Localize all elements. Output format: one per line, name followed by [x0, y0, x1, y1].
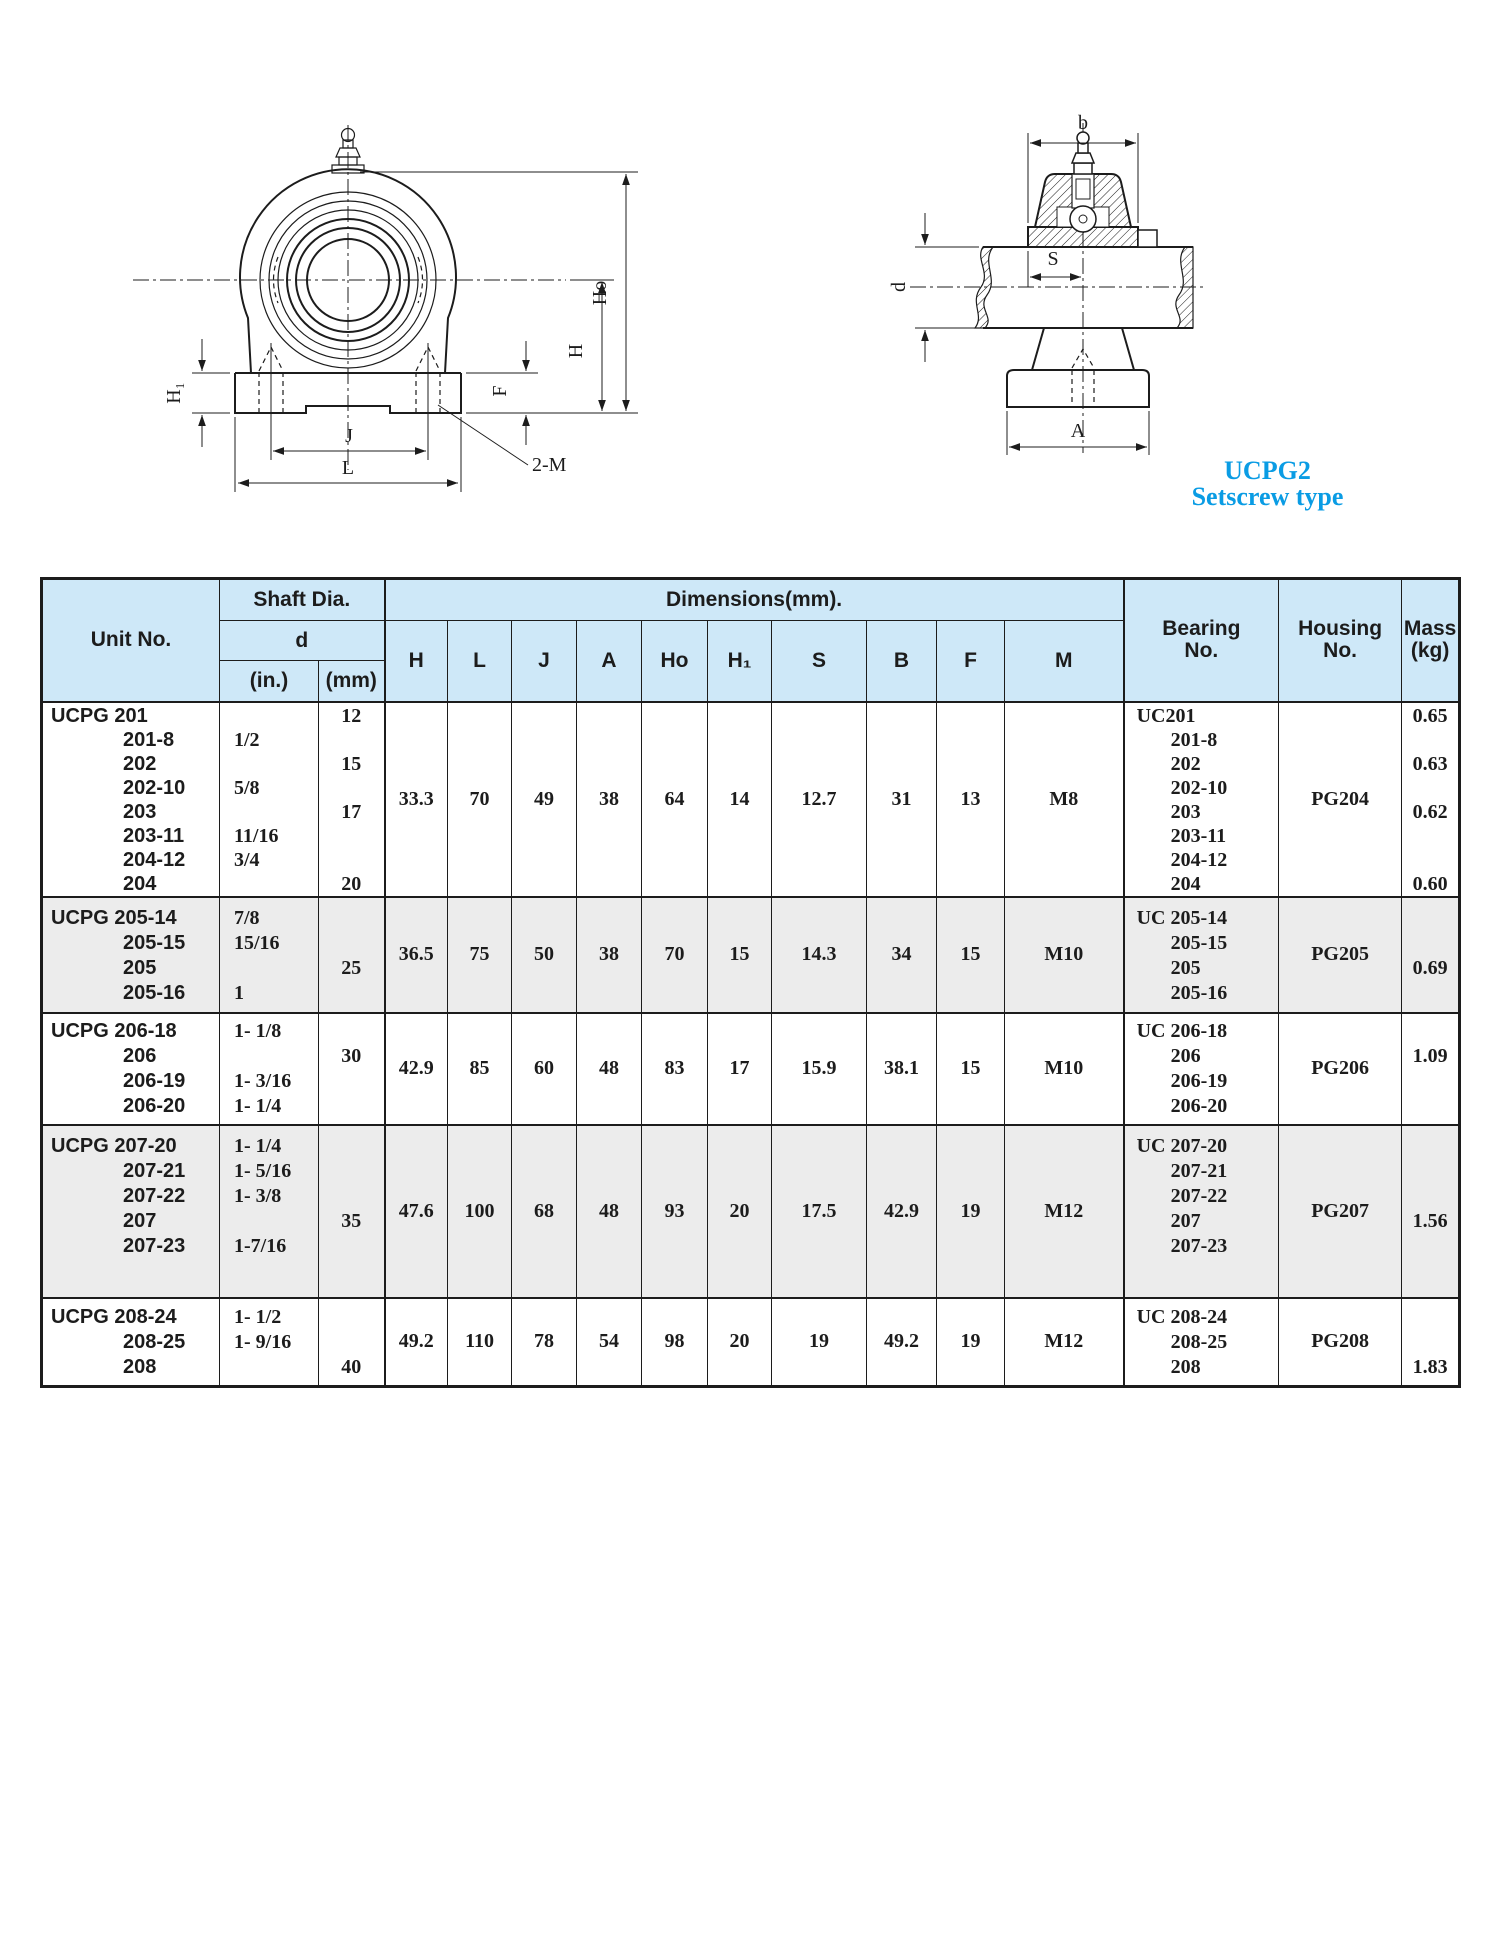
mass-cell-line	[1402, 1094, 1458, 1119]
shaft-dia-in-cell-line: 1- 3/16	[234, 1069, 292, 1092]
shaft-dia-in-cell-line: 1- 1/4	[234, 1134, 282, 1157]
dim-j-cell: 68	[512, 1125, 577, 1298]
col-header-dim-m: M	[1005, 621, 1124, 702]
bearing-no-cell-line: 203-11	[1170, 824, 1227, 847]
dim-l-cell: 110	[448, 1298, 512, 1387]
dim-label-s: S	[1047, 248, 1059, 270]
unit-no-cell-line: 205-15	[123, 931, 186, 954]
shaft-dia-mm-cell-line	[319, 824, 384, 848]
dim-h1-cell: 20	[708, 1125, 772, 1298]
mass-cell-line	[1402, 1069, 1458, 1094]
col-header-dim-h: H	[385, 621, 448, 702]
mass-cell-line	[1402, 1159, 1458, 1184]
unit-no-cell-line: 205	[123, 956, 157, 979]
unit-no-cell	[42, 897, 220, 1013]
shaft-dia-mm-cell-line	[319, 906, 384, 931]
mass-cell	[1402, 1298, 1460, 1387]
dim-ho-cell: 83	[642, 1013, 708, 1125]
dim-label-2m: 2-M	[532, 454, 567, 476]
shaft-dia-mm-cell-line	[319, 981, 384, 1006]
side-view-drawing	[735, 55, 1215, 480]
unit-no-cell-line: 207	[123, 1209, 157, 1232]
mass-cell-line	[1402, 848, 1458, 872]
shaft-dia-in-cell-line	[220, 800, 318, 824]
dim-h-cell: 49.2	[385, 1298, 448, 1387]
bearing-no-cell-line: 202-10	[1170, 776, 1228, 799]
unit-no-cell-line: UCPG 206-18	[51, 1019, 177, 1042]
mass-cell-line: 1.09	[1412, 1044, 1448, 1067]
unit-no-cell	[42, 1013, 220, 1125]
unit-no-cell	[42, 702, 220, 897]
dim-h-cell: 33.3	[385, 702, 448, 897]
shaft-dia-mm-cell-line	[319, 1305, 384, 1330]
unit-no-cell-line: 202-10	[123, 776, 186, 799]
dim-a-cell: 38	[577, 897, 642, 1013]
bearing-no-cell	[1124, 1125, 1279, 1298]
shaft-dia-mm-cell-line	[319, 931, 384, 956]
col-header-dim-b: B	[867, 621, 937, 702]
dim-ho-cell: 64	[642, 702, 708, 897]
unit-no-cell-line: 203	[123, 800, 157, 823]
dim-l-cell: 75	[448, 897, 512, 1013]
col-header-mm: (mm)	[319, 661, 385, 702]
housing-no-cell: PG207	[1279, 1125, 1402, 1298]
mass-cell-line	[1402, 1305, 1458, 1330]
col-header-in: (in.)	[220, 661, 319, 702]
unit-no-cell-line: 207-21	[123, 1159, 186, 1182]
table-row-group	[42, 897, 1460, 1013]
mass-cell-line	[1402, 1330, 1458, 1355]
dim-label-b: b	[1078, 112, 1088, 134]
shaft-dia-mm-cell-line	[319, 1019, 384, 1044]
shaft-dia-mm-cell-line: 20	[341, 872, 362, 895]
unit-no-cell-line: 207-23	[123, 1234, 186, 1257]
shaft-dia-mm-cell	[319, 1125, 385, 1298]
mass-cell-line: 0.60	[1412, 872, 1448, 895]
bearing-no-cell	[1124, 1298, 1279, 1387]
dim-h1-cell: 15	[708, 897, 772, 1013]
table-row-group	[42, 1125, 1460, 1298]
unit-no-cell-line: 201-8	[123, 728, 175, 751]
dim-a-cell: 48	[577, 1013, 642, 1125]
shaft-dia-mm-cell-line	[319, 1094, 384, 1119]
shaft-dia-in-cell-line: 1-7/16	[234, 1234, 287, 1257]
col-header-bearing-no	[1124, 579, 1279, 702]
bearing-no-cell-line: 202	[1170, 752, 1201, 775]
col-header-dim-f: F	[937, 621, 1005, 702]
bearing-no-cell-line: 201-8	[1170, 728, 1218, 751]
shaft-dia-mm-cell-line: 35	[341, 1209, 362, 1232]
unit-no-cell	[42, 1298, 220, 1387]
shaft-dia-mm-cell-line	[319, 1184, 384, 1209]
housing-side-right	[1122, 328, 1134, 370]
col-header-dimensions: Dimensions(mm).	[385, 579, 1124, 621]
dim-a-cell: 54	[577, 1298, 642, 1387]
dim-ho-cell: 98	[642, 1298, 708, 1387]
bearing-no-cell-line: 208-25	[1170, 1330, 1228, 1353]
shaft-dia-in-cell-line	[220, 1209, 318, 1234]
shaft-dia-in-cell-line: 1	[234, 981, 244, 1004]
shaft-dia-mm-cell-line: 25	[341, 956, 362, 979]
col-header-mass-line1: Mass	[1403, 617, 1457, 641]
dim-j-cell: 78	[512, 1298, 577, 1387]
table-header	[42, 579, 1460, 702]
mass-cell-line: 0.65	[1412, 704, 1448, 727]
mass-cell-line	[1402, 824, 1458, 848]
table-row-group	[42, 1298, 1460, 1387]
dim-m-cell: M10	[1005, 897, 1124, 1013]
shaft-dia-mm-cell-line: 17	[341, 800, 362, 823]
setscrew	[1076, 179, 1090, 199]
dim-l-cell: 70	[448, 702, 512, 897]
bearing-no-cell-line: UC 205-14	[1136, 906, 1228, 929]
bearing-no-cell-line: 207	[1170, 1209, 1201, 1232]
shaft-dia-mm-cell-line: 40	[341, 1355, 362, 1378]
dim-label-a: A	[1070, 420, 1086, 442]
shaft-dia-in-cell-line: 15/16	[234, 931, 280, 954]
dim-s-cell: 15.9	[772, 1013, 867, 1125]
dim-f-cell: 19	[937, 1125, 1005, 1298]
bearing-no-cell	[1124, 702, 1279, 897]
mass-cell-line	[1402, 931, 1458, 956]
mass-cell-line	[1402, 1019, 1458, 1044]
bearing-no-cell	[1124, 897, 1279, 1013]
base-block	[1007, 370, 1149, 407]
mass-cell-line: 1.56	[1412, 1209, 1448, 1232]
series-code: UCPG2	[1224, 456, 1311, 485]
dim-b-cell: 31	[867, 702, 937, 897]
bearing-no-cell-line: 208	[1170, 1355, 1201, 1378]
shaft-dia-in-cell-line: 11/16	[234, 824, 279, 847]
dim-b-cell: 42.9	[867, 1125, 937, 1298]
mass-cell-line	[1402, 906, 1458, 931]
shaft-dia-in-cell-line: 3/4	[234, 848, 260, 871]
shaft-dia-mm-cell-line	[319, 776, 384, 800]
shaft-dia-in-cell-line	[220, 1355, 318, 1380]
dim-label-h: H	[565, 343, 587, 359]
dim-j-cell: 60	[512, 1013, 577, 1125]
shaft-dia-in-cell	[220, 702, 319, 897]
dim-h1-cell: 17	[708, 1013, 772, 1125]
col-header-housing-line2: No.	[1323, 639, 1357, 663]
shaft-dia-in-cell-line: 1/2	[234, 728, 260, 751]
col-header-shaft-dia: Shaft Dia.	[220, 579, 385, 621]
housing-no-cell: PG208	[1279, 1298, 1402, 1387]
bearing-no-cell-line: 206-19	[1170, 1069, 1228, 1092]
unit-no-cell-line: 207-22	[123, 1184, 186, 1207]
front-view-drawing	[118, 75, 733, 505]
bearing-no-cell-line: UC 206-18	[1136, 1019, 1228, 1042]
dim-l-cell: 85	[448, 1013, 512, 1125]
dim-b-cell: 49.2	[867, 1298, 937, 1387]
mass-cell	[1402, 702, 1460, 897]
unit-no-cell-line: 206-19	[123, 1069, 186, 1092]
shaft-dia-mm-cell-line	[319, 728, 384, 752]
mass-cell-line	[1402, 1234, 1458, 1259]
col-header-d: d	[220, 621, 385, 661]
dim-j-cell: 50	[512, 897, 577, 1013]
dim-h-cell: 42.9	[385, 1013, 448, 1125]
bearing-no-cell-line: UC201	[1136, 704, 1196, 727]
shaft-dia-mm-cell	[319, 1298, 385, 1387]
col-header-unit-no: Unit No.	[42, 579, 220, 702]
bearing-no-cell-line: 203	[1170, 800, 1201, 823]
col-header-dim-s: S	[772, 621, 867, 702]
dim-s-cell: 17.5	[772, 1125, 867, 1298]
col-header-dim-j: J	[512, 621, 577, 702]
bearing-no-cell-line: 207-23	[1170, 1234, 1228, 1257]
mass-cell-line	[1402, 728, 1458, 752]
dim-f-cell: 13	[937, 702, 1005, 897]
dim-h-cell: 36.5	[385, 897, 448, 1013]
unit-no-cell-line: 206	[123, 1044, 157, 1067]
bearing-no-cell-line: UC 207-20	[1136, 1134, 1228, 1157]
shaft-dia-mm-cell-line	[319, 1234, 384, 1259]
mass-cell	[1402, 1125, 1460, 1298]
col-header-mass-line2: (kg)	[1410, 639, 1450, 663]
dim-b-cell: 34	[867, 897, 937, 1013]
dim-a-cell: 48	[577, 1125, 642, 1298]
unit-no-cell-line: 202	[123, 752, 157, 775]
bearing-no-cell-line: 205-16	[1170, 981, 1228, 1004]
table-row-group	[42, 1013, 1460, 1125]
shaft-dia-in-cell-line: 1- 1/2	[234, 1305, 282, 1328]
col-header-bearing-line2: No.	[1184, 639, 1219, 663]
spec-table	[40, 577, 1461, 1388]
housing-no-cell: PG206	[1279, 1013, 1402, 1125]
shaft-dia-in-cell-line: 1- 9/16	[234, 1330, 292, 1353]
shaft-dia-in-cell-line	[220, 956, 318, 981]
col-header-housing-line1: Housing	[1298, 617, 1383, 641]
mass-cell-line: 1.83	[1412, 1355, 1448, 1378]
table-body	[42, 702, 1460, 1387]
unit-no-cell-line: 208-25	[123, 1330, 186, 1353]
dim-label-l: L	[341, 457, 355, 479]
shaft-dia-mm-cell-line	[319, 1134, 384, 1159]
shaft-dia-mm-cell-line: 30	[341, 1044, 362, 1067]
mass-cell-line	[1402, 776, 1458, 800]
dim-m-cell: M8	[1005, 702, 1124, 897]
shaft-dia-mm-cell	[319, 702, 385, 897]
shaft-dia-in-cell-line: 1- 1/8	[234, 1019, 282, 1042]
dim-b-cell: 38.1	[867, 1013, 937, 1125]
mass-cell	[1402, 897, 1460, 1013]
shaft-dia-in-cell	[220, 1298, 319, 1387]
mass-cell-line: 0.62	[1412, 800, 1448, 823]
col-header-dim-a: A	[577, 621, 642, 702]
dim-s-cell: 12.7	[772, 702, 867, 897]
bearing-ball	[1070, 206, 1096, 232]
shaft-dia-mm-cell-line	[319, 1159, 384, 1184]
table-row-group	[42, 702, 1460, 897]
dim-s-cell: 19	[772, 1298, 867, 1387]
bearing-no-cell-line: 207-22	[1170, 1184, 1228, 1207]
bearing-no-cell-line: 206	[1170, 1044, 1201, 1067]
col-header-mass	[1402, 579, 1460, 702]
dim-ho-cell: 70	[642, 897, 708, 1013]
unit-no-cell-line: 205-16	[123, 981, 186, 1004]
bearing-no-cell-line: UC 208-24	[1136, 1305, 1228, 1328]
dim-j-cell: 49	[512, 702, 577, 897]
shaft-dia-in-cell	[220, 1125, 319, 1298]
dim-label-d: d	[888, 282, 910, 292]
unit-no-cell-line: UCPG 201	[51, 704, 148, 727]
shaft-dia-in-cell-line: 7/8	[234, 906, 260, 929]
dim-m-cell: M12	[1005, 1125, 1124, 1298]
dim-label-h1: H₁	[163, 382, 185, 404]
col-header-dim-ho: Ho	[642, 621, 708, 702]
dim-l-cell: 100	[448, 1125, 512, 1298]
dim-h1-cell: 14	[708, 702, 772, 897]
unit-no-cell-line: 203-11	[123, 824, 185, 847]
unit-no-cell-line: UCPG 205-14	[51, 906, 177, 929]
shaft-dia-in-cell-line	[220, 1044, 318, 1069]
dim-label-j: J	[345, 425, 353, 447]
mass-cell-line	[1402, 1134, 1458, 1159]
shaft-dia-mm-cell	[319, 897, 385, 1013]
col-header-dim-h1: H₁	[708, 621, 772, 702]
unit-no-cell-line: UCPG 207-20	[51, 1134, 177, 1157]
shaft-dia-in-cell-line	[220, 752, 318, 776]
mass-cell-line: 0.69	[1412, 956, 1448, 979]
dim-label-ho: Ho	[589, 280, 611, 306]
shaft-dia-mm-cell-line	[319, 1069, 384, 1094]
shaft-dia-in-cell-line: 1- 1/4	[234, 1094, 282, 1117]
dim-label-f: F	[489, 385, 511, 397]
dim-f-cell: 19	[937, 1298, 1005, 1387]
setscrew-boss	[1138, 230, 1157, 247]
mass-cell-line: 0.63	[1412, 752, 1448, 775]
shaft-dia-mm-cell-line: 15	[341, 752, 362, 775]
unit-no-cell-line: 204-12	[123, 848, 186, 871]
unit-no-cell-line: 204	[123, 872, 157, 895]
shaft-dia-mm-cell	[319, 1013, 385, 1125]
bearing-no-cell-line: 205-15	[1170, 931, 1228, 954]
col-header-housing-no	[1279, 579, 1402, 702]
dim-f-cell: 15	[937, 1013, 1005, 1125]
bearing-no-cell-line: 207-21	[1170, 1159, 1228, 1182]
unit-no-cell-line: UCPG 208-24	[51, 1305, 177, 1328]
bearing-no-cell-line: 205	[1170, 956, 1201, 979]
dim-f-cell: 15	[937, 897, 1005, 1013]
unit-no-cell-line: 206-20	[123, 1094, 186, 1117]
shaft-dia-mm-cell-line	[319, 1330, 384, 1355]
shaft-break-right	[1176, 247, 1193, 328]
unit-no-cell-line: 208	[123, 1355, 157, 1378]
type-title	[1180, 458, 1355, 510]
shaft-dia-in-cell-line: 1- 3/8	[234, 1184, 282, 1207]
shaft-dia-in-cell	[220, 1013, 319, 1125]
dim-s-cell: 14.3	[772, 897, 867, 1013]
mass-cell-line	[1402, 1184, 1458, 1209]
housing-no-cell: PG205	[1279, 897, 1402, 1013]
bearing-no-cell-line: 204-12	[1170, 848, 1228, 871]
shaft-dia-in-cell-line: 5/8	[234, 776, 260, 799]
unit-no-cell	[42, 1125, 220, 1298]
col-header-bearing-line1: Bearing	[1162, 617, 1241, 641]
dim-a-cell: 38	[577, 702, 642, 897]
dim-m-cell: M10	[1005, 1013, 1124, 1125]
dim-m-cell: M12	[1005, 1298, 1124, 1387]
shaft-dia-in-cell-line: 1- 5/16	[234, 1159, 292, 1182]
shaft-dia-in-cell-line	[220, 704, 318, 728]
bearing-no-cell	[1124, 1013, 1279, 1125]
mass-cell	[1402, 1013, 1460, 1125]
series-type-label: Setscrew type	[1191, 482, 1344, 511]
housing-no-cell: PG204	[1279, 702, 1402, 897]
bearing-no-cell-line: 204	[1170, 872, 1201, 895]
col-header-dim-l: L	[448, 621, 512, 702]
dim-ho-cell: 93	[642, 1125, 708, 1298]
mass-cell-line	[1402, 981, 1458, 1006]
shaft-dia-in-cell-line	[220, 872, 318, 896]
housing-side-left	[1032, 328, 1044, 370]
dim-h-cell: 47.6	[385, 1125, 448, 1298]
bearing-no-cell-line: 206-20	[1170, 1094, 1228, 1117]
shaft-dia-mm-cell-line	[319, 848, 384, 872]
shaft-dia-in-cell	[220, 897, 319, 1013]
grease-fitting-icon	[1072, 132, 1094, 174]
dim-h1-cell: 20	[708, 1298, 772, 1387]
shaft-dia-mm-cell-line: 12	[341, 704, 362, 727]
